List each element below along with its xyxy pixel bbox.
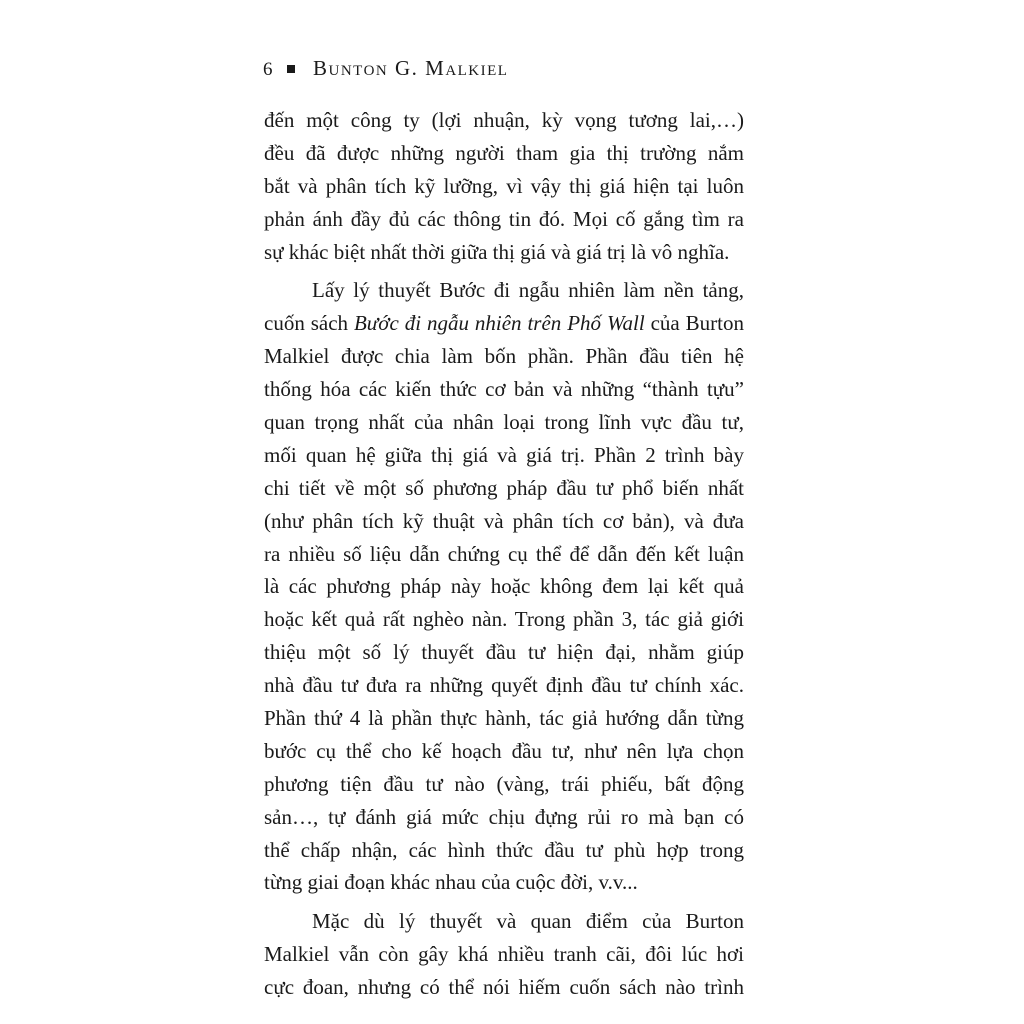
text-line: Malkiel vẫn còn gây khá nhiều tranh cãi, đôi lúc hơi xyxy=(264,942,744,967)
text-line: bắt và phân tích kỹ lưỡng, vì vậy thị giá hiện tại luôn xyxy=(264,173,744,198)
text-line: đến một công ty (lợi nhuận, kỳ vọng tương lai,…) xyxy=(264,108,744,132)
text-line: nhà đầu tư đưa ra những quyết định đầu tư chính xác. xyxy=(264,673,744,698)
text-line: đều đã được những người tham gia thị trường nắm xyxy=(264,140,744,165)
text-line: phương tiện đầu tư nào (vàng, trái phiếu, bất động xyxy=(264,771,744,796)
paragraph-2 xyxy=(264,274,744,899)
header-separator-square xyxy=(287,65,295,73)
book-title: Bước đi ngẫu nhiên trên Phố Wall xyxy=(353,311,645,336)
text-line: từng giai đoạn khác nhau của cuộc đời, v.v... xyxy=(264,870,638,895)
text-line: cực đoan, nhưng có thể nói hiếm cuốn sách nào trình xyxy=(264,975,744,1000)
text-span: cuốn sách xyxy=(264,311,354,336)
text-line: bước cụ thể cho kế hoạch đầu tư, như nên lựa chọn xyxy=(264,738,744,763)
text-line: sản…, tự đánh giá mức chịu đựng rủi ro mà bạn có xyxy=(264,804,744,829)
text-line: thống hóa các kiến thức cơ bản và những “thành tựu” xyxy=(264,377,744,402)
text-line: sự khác biệt nhất thời giữa thị giá và giá trị là vô nghĩa. xyxy=(264,239,730,264)
text-line: Mặc dù lý thuyết và quan điểm của Burton xyxy=(312,909,744,934)
text-line: Lấy lý thuyết Bước đi ngẫu nhiên làm nền tảng, xyxy=(312,278,744,303)
text-line: mối quan hệ giữa thị giá và giá trị. Phần 2 trình bày xyxy=(264,442,744,467)
text-line: phản ánh đầy đủ các thông tin đó. Mọi cố gắng tìm ra xyxy=(264,206,744,231)
body-text xyxy=(264,104,744,1004)
text-line: Phần thứ 4 là phần thực hành, tác giả hướng dẫn từng xyxy=(264,706,744,731)
paragraph-3 xyxy=(264,905,744,1004)
running-header xyxy=(263,56,508,81)
text-line: thể chấp nhận, các hình thức đầu tư phù hợp trong xyxy=(264,837,744,862)
paragraph-1 xyxy=(264,104,744,268)
text-line: chi tiết về một số phương pháp đầu tư phổ biến nhất xyxy=(264,475,744,500)
text-line: (như phân tích kỹ thuật và phân tích cơ bản), và đưa xyxy=(264,508,744,533)
text-line: Malkiel được chia làm bốn phần. Phần đầu tiên hệ xyxy=(264,344,744,369)
text-line: hoặc kết quả rất nghèo nàn. Trong phần 3, tác giả giới xyxy=(264,607,744,632)
page-number: 6 xyxy=(263,59,274,80)
header-author: Bunton G. Malkiel xyxy=(313,56,509,80)
text-line: thiệu một số lý thuyết đầu tư hiện đại, nhằm giúp xyxy=(264,640,744,665)
text-line xyxy=(264,307,744,340)
text-line: quan trọng nhất của nhân loại trong lĩnh vực đầu tư, xyxy=(264,410,744,435)
text-line: là các phương pháp này hoặc không đem lại kết quả xyxy=(264,574,744,599)
text-line: ra nhiều số liệu dẫn chứng cụ thể để dẫn đến kết luận xyxy=(264,541,744,566)
text-span: của Burton xyxy=(644,311,744,336)
